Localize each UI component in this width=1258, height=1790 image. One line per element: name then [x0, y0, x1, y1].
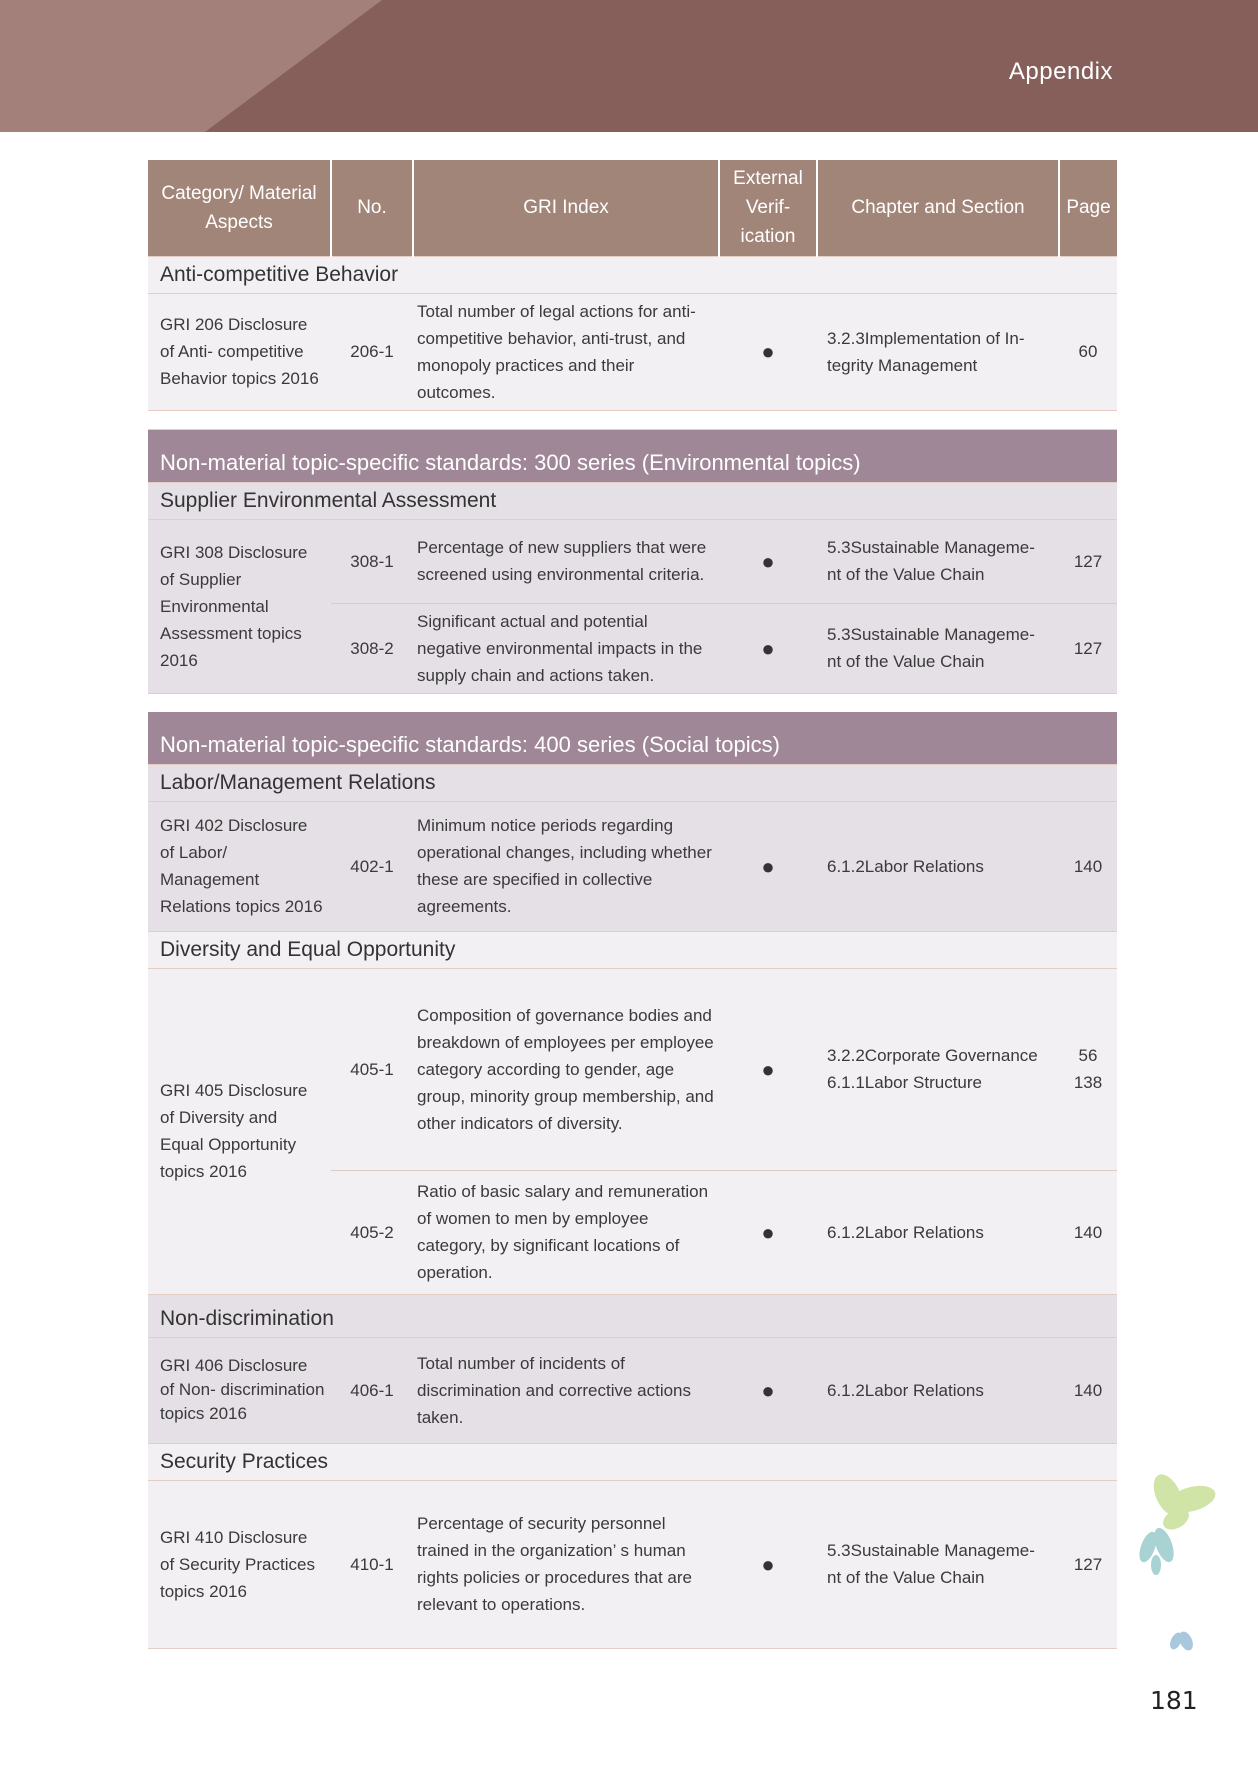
- category-cell: GRI 406 Disclosure of Non- discrimination topics 2016: [148, 1337, 331, 1443]
- table-row: [148, 1480, 1117, 1648]
- topic-heading-row: [148, 482, 1117, 519]
- topic-heading: Security Practices: [148, 1443, 1117, 1480]
- verification-mark: ●: [719, 1480, 817, 1648]
- chapter-cell: 5.3Sustainable Manageme- nt of the Value Chain: [817, 1480, 1059, 1648]
- page-line: 56: [1078, 1046, 1098, 1065]
- col-header-category: Category/ Material Aspects: [148, 160, 331, 256]
- gri-index-cell: Significant actual and potential negative environmental impacts in the supply chain and actions taken.: [413, 603, 719, 693]
- gri-index-cell: Minimum notice periods regarding operational changes, including whether these are specified in collective agreements.: [413, 801, 719, 931]
- topic-heading-row: [148, 931, 1117, 968]
- chapter-cell: 5.3Sustainable Manageme- nt of the Value Chain: [817, 519, 1059, 603]
- series-heading-row: [148, 712, 1117, 765]
- verification-mark: ●: [719, 603, 817, 693]
- gri-index-cell: Total number of incidents of discrimination and corrective actions taken.: [413, 1337, 719, 1443]
- chapter-line: 3.2.2Corporate Governance: [827, 1046, 1038, 1065]
- butterfly-decoration: [1110, 1455, 1258, 1675]
- gri-index-table: [148, 160, 1117, 1649]
- page-cell: 127: [1059, 603, 1117, 693]
- chapter-cell: [817, 968, 1059, 1170]
- page-cell: 140: [1059, 801, 1117, 931]
- page-cell: 60: [1059, 293, 1117, 410]
- page-number: 181: [1150, 1686, 1198, 1715]
- table-row: [148, 968, 1117, 1170]
- topic-heading-row: [148, 1294, 1117, 1337]
- verification-mark: ●: [719, 968, 817, 1170]
- category-cell: GRI 405 Disclosure of Diversity and Equal Opportunity topics 2016: [148, 968, 331, 1294]
- no-cell: 402-1: [331, 801, 413, 931]
- no-cell: 405-1: [331, 968, 413, 1170]
- topic-heading: Anti-competitive Behavior: [148, 256, 1117, 293]
- chapter-cell: 5.3Sustainable Manageme- nt of the Value Chain: [817, 603, 1059, 693]
- col-header-page: Page: [1059, 160, 1117, 256]
- no-cell: 308-2: [331, 603, 413, 693]
- chapter-cell: 3.2.3Implementation of In- tegrity Management: [817, 293, 1059, 410]
- topic-heading: Labor/Management Relations: [148, 764, 1117, 801]
- table-row: [148, 801, 1117, 931]
- col-header-no: No.: [331, 160, 413, 256]
- category-cell: GRI 402 Disclosure of Labor/ Management Relations topics 2016: [148, 801, 331, 931]
- verification-mark: ●: [719, 1337, 817, 1443]
- topic-heading: Non-discrimination: [148, 1294, 1117, 1337]
- butterfly-icon: [1136, 1525, 1178, 1575]
- verification-mark: ●: [719, 519, 817, 603]
- series-heading: Non-material topic-specific standards: 400 series (Social topics): [148, 712, 1117, 765]
- chapter-cell: 6.1.2Labor Relations: [817, 1170, 1059, 1294]
- butterfly-icon: [1168, 1629, 1196, 1652]
- no-cell: 206-1: [331, 293, 413, 410]
- gri-index-cell: Percentage of new suppliers that were screened using environmental criteria.: [413, 519, 719, 603]
- verification-mark: ●: [719, 293, 817, 410]
- page-cell: 127: [1059, 519, 1117, 603]
- series-heading-row: [148, 429, 1117, 482]
- topic-heading-row: [148, 256, 1117, 293]
- topic-heading-row: [148, 1443, 1117, 1480]
- category-cell: GRI 308 Disclosure of Supplier Environmental Assessment topics 2016: [148, 519, 331, 693]
- gri-index-cell: Ratio of basic salary and remuneration of women to men by employee category, by significant locations of operation.: [413, 1170, 719, 1294]
- category-cell: GRI 206 Disclosure of Anti- competitive Behavior topics 2016: [148, 293, 331, 410]
- table-row: [148, 1337, 1117, 1443]
- verification-mark: ●: [719, 1170, 817, 1294]
- no-cell: 308-1: [331, 519, 413, 603]
- topic-heading: Supplier Environmental Assessment: [148, 482, 1117, 519]
- col-header-chapter: Chapter and Section: [817, 160, 1059, 256]
- gri-index-cell: Composition of governance bodies and breakdown of employees per employee category according to gender, age group, minority group membership, and other indicators of diversity.: [413, 968, 719, 1170]
- butterfly-icon: [1148, 1470, 1218, 1534]
- table-header-row: [148, 160, 1117, 256]
- no-cell: 410-1: [331, 1480, 413, 1648]
- category-cell: GRI 410 Disclosure of Security Practices topics 2016: [148, 1480, 331, 1648]
- no-cell: 406-1: [331, 1337, 413, 1443]
- section-label: Appendix: [1008, 58, 1113, 85]
- spacer-row: [148, 693, 1117, 712]
- no-cell: 405-2: [331, 1170, 413, 1294]
- gri-index-table-wrapper: [148, 160, 1117, 1649]
- page-cell: 140: [1059, 1170, 1117, 1294]
- page-cell: [1059, 968, 1117, 1170]
- col-header-external-verification: External Verif- ication: [719, 160, 817, 256]
- chapter-cell: 6.1.2Labor Relations: [817, 1337, 1059, 1443]
- verification-mark: ●: [719, 801, 817, 931]
- table-row: [148, 293, 1117, 410]
- col-header-gri-index: GRI Index: [413, 160, 719, 256]
- page-cell: 140: [1059, 1337, 1117, 1443]
- series-heading: Non-material topic-specific standards: 300 series (Environmental topics): [148, 429, 1117, 482]
- spacer-row: [148, 410, 1117, 429]
- table-row: [148, 519, 1117, 603]
- chapter-cell: 6.1.2Labor Relations: [817, 801, 1059, 931]
- gri-index-cell: Total number of legal actions for anti- competitive behavior, anti-trust, and monopoly practices and their outcomes.: [413, 293, 719, 410]
- page-cell: 127: [1059, 1480, 1117, 1648]
- chapter-line: 6.1.1Labor Structure: [827, 1073, 982, 1092]
- gri-index-cell: Percentage of security personnel trained in the organization’ s human rights policies or procedures that are relevant to operations.: [413, 1480, 719, 1648]
- page-line: 138: [1073, 1073, 1103, 1092]
- topic-heading: Diversity and Equal Opportunity: [148, 931, 1117, 968]
- topic-heading-row: [148, 764, 1117, 801]
